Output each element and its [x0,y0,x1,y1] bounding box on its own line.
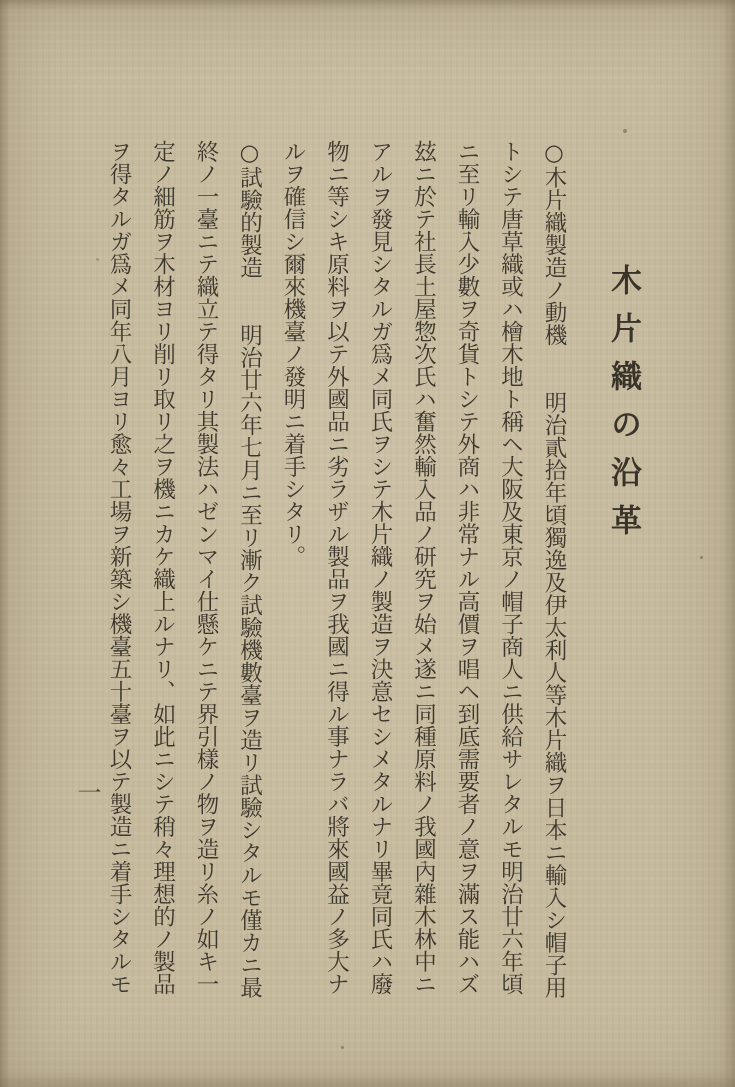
text-column-11: ヲ得タルガ爲メ同年八月ヨリ愈々工場ヲ新築シ機臺五十臺ヲ以テ製造ニ着手シタルモ [106,140,132,995]
paper-speck [96,258,99,261]
text-column-6: 物ニ等シキ原料ヲ以テ外國品ニ劣ラザル製品ヲ我國ニ得ル事ナラバ將來國益ノ多大ナ [323,140,350,995]
text-column-9: 終ノ一臺ニテ織立テ得タリ其製法ハゼンマイ仕懸ケニテ界引樣ノ物ヲ造リ糸ノ如キ一 [193,140,219,995]
text-column-8: ○試驗的製造 明治廿六年七月ニ至リ漸ク試驗機數臺ヲ造リ試驗シタルモ僅カニ最 [236,140,263,999]
text-column-10: 定ノ細筋ヲ木材ヨリ削リ取リ之ヲ機ニカケ織上ルナリ、如此ニシテ稍々理想的ノ製品 [149,140,176,995]
body-text [97,140,576,1040]
text-column-3: ニ至リ輸入少數ヲ奇貨トシテ外商ハ非常ナル高價ヲ唱ヘ到底需要者ノ意ヲ滿ス能ハズ [454,140,480,995]
paper-speck [700,556,703,559]
text-column-4: 玆ニ於テ社長土屋惣次氏ハ奮然輸入品ノ研究ヲ始メ遂ニ同種原料ノ我國內雜木林中ニ [410,140,437,995]
page-title: 木片織の沿革 [605,264,641,552]
text-column-5: アルヲ發見シタルガ爲メ同氏ヲシテ木片織ノ製造ヲ決意セシメタルナリ畢竟同氏ハ廢 [367,140,393,995]
paper-speck [341,1046,344,1049]
text-column-1: ○木片織製造ノ動機 明治貳拾年頃獨逸及伊太利人等木片織ヲ日本ニ輸入シ帽子用 [541,140,567,999]
text-column-7: ルヲ確信シ爾來機臺ノ發明ニ着手シタリ。 [280,140,306,568]
text-column-2: トシテ唐草織或ハ檜木地ト稱ヘ大阪及東京ノ帽子商人ニ供給サレタルモ明治廿六年頃 [497,140,524,995]
paper-speck [623,129,627,133]
page-number: 一 [73,780,101,804]
